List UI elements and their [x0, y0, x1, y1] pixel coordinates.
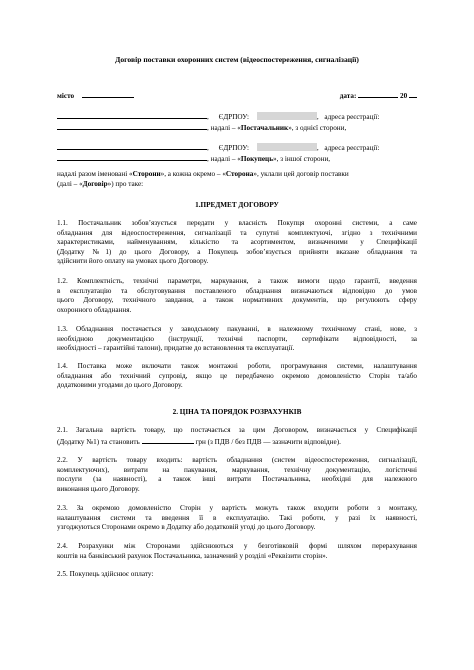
intro-text-1: надалі разом іменовані « — [57, 170, 133, 178]
intro-sides: Сторони — [132, 170, 161, 178]
buyer-role: Покупець — [240, 155, 273, 163]
paragraph-line: (Додатку №1) до цього Договору, а Покупець зобов’язується прийняти вказане обладнання та — [57, 247, 417, 256]
paragraph-2-2 — [57, 456, 417, 494]
buyer-text-a: , надалі – « — [207, 155, 241, 163]
buyer-text-b: », з іншої сторони, — [273, 155, 331, 163]
paragraph-1-3 — [57, 325, 417, 354]
intro-text-4: (далі – « — [57, 180, 83, 188]
paragraph-line: 2.4. Розрахунки між Сторонами здійснюються у безготівковій формі шляхом перерахування — [57, 542, 417, 550]
paragraph-line: 2.5. Покупець здійснює оплату: — [57, 570, 154, 578]
paragraph-line: додатковими угодами до цього Договору. — [57, 381, 183, 390]
paragraph-line: обладнання для відеоспостереження, сигналізації та супутні комплектуючі, згідно з технічними — [57, 228, 417, 237]
paragraph-line: 2.1. Загальна вартість товару, що постачається за цим Договором, визначається у Специфікації — [57, 426, 417, 434]
paragraph-2-5 — [57, 570, 417, 580]
price-text-1: (Додатку №1) та становить — [57, 437, 140, 446]
paragraph-line: 1.4. Поставка може включати також монтажні роботи, програмування системи, налаштування — [57, 362, 417, 370]
date-blank[interactable] — [358, 90, 398, 98]
supplier-role: Постачальник — [240, 124, 289, 132]
price-text-2: грн (з ПДВ / без ПДВ — зазначити відповідне). — [195, 437, 341, 446]
paragraph-line: в експлуатацію та обслуговування поставленого обладнання визначаються відповідно до умов — [57, 286, 417, 295]
date-group — [340, 90, 417, 102]
supplier-line-1: , ЄДРПОУ: , адреса реєстрації: — [57, 111, 417, 123]
paragraph-line: 2.2. У вартість товару входить: вартість обладнання (систем відеоспостереження, сигналізації, — [57, 456, 417, 464]
supplier-address-blank[interactable] — [57, 122, 207, 130]
supplier-edrpou-label: ЄДРПОУ: — [218, 113, 250, 121]
paragraph-line: виконання цього Договору. — [57, 484, 140, 493]
paragraph-line: 1.3. Обладнання постачається у заводському пакуванні, в належному технічному стані, нове, з — [57, 325, 417, 333]
supplier-text-a: , надалі – « — [207, 124, 241, 132]
date-year: 20 — [400, 92, 408, 100]
paragraph-line: охоронного обладнання. — [57, 305, 132, 314]
buyer-edrpou-field[interactable] — [257, 143, 317, 151]
supplier-address-label: адреса реєстрації: — [324, 113, 380, 121]
paragraph-line: 1.1. Постачальник зобов’язується передати у власність Покупця охоронні системи, а саме — [57, 219, 417, 227]
supplier-text-b: », з однієї сторони, — [288, 124, 347, 132]
section-2-heading: 2. ЦІНА ТА ПОРЯДОК РОЗРАХУНКІВ — [172, 408, 302, 416]
paragraph-line: узгоджуються Сторонами окремо в Додатку або додатковій угоді до цього Договору. — [57, 523, 316, 532]
buyer-address-label: адреса реєстрації: — [324, 144, 380, 152]
paragraph-2-3 — [57, 504, 417, 533]
paragraph-2-1 — [57, 426, 417, 447]
city-blank[interactable] — [82, 90, 134, 98]
supplier-line-2 — [57, 122, 417, 134]
buyer-edrpou-label: ЄДРПОУ: — [218, 144, 250, 152]
buyer-address-blank[interactable] — [57, 153, 207, 161]
paragraph-line: необхідності – гарантійні талони), придатне до встановлення та експлуатації. — [57, 344, 295, 353]
paragraph-1-4 — [57, 362, 417, 391]
paragraph-line: коштів на банківський рахунок Постачальника, зазначений у розділі «Реквізити сторін». — [57, 551, 328, 560]
paragraph-line: здійснити його оплату на умовах цього Договору. — [57, 257, 209, 266]
paragraph-line: комплектуючих), витрати на пакування, маркування, технічну документацію, логістичні — [57, 465, 417, 474]
paragraph-line: обладнання або технічний супровід, якщо це передбачено окремою домовленістю Сторін та/або — [57, 371, 417, 380]
intro-line-1 — [57, 170, 417, 180]
paragraph-line: налаштування системи та введення її в експлуатацію. Такі роботи, у разі їх наявності, — [57, 513, 417, 522]
paragraph-line — [57, 436, 417, 448]
paragraph-line: характеристиками, найменуванням, кількістю та асортиментом, визначеними у Специфікації — [57, 238, 417, 247]
section-1-heading: 1.ПРЕДМЕТ ДОГОВОРУ — [195, 201, 279, 209]
supplier-edrpou-field[interactable] — [257, 112, 317, 120]
paragraph-1-1 — [57, 219, 417, 267]
supplier-name-blank[interactable] — [57, 111, 207, 119]
buyer-line-2 — [57, 153, 417, 165]
buyer-line-1: , ЄДРПОУ: , адреса реєстрації: — [57, 142, 417, 154]
intro-side: Сторона — [225, 170, 254, 178]
paragraph-line: цього Договору, технічного завдання, а також нормативних документів, що регулюють сферу — [57, 296, 417, 305]
city-label: місто — [57, 92, 75, 100]
intro-text-3: », уклали цей договір поставки — [253, 170, 349, 178]
intro-text-2: », а кожна окремо – « — [160, 170, 226, 178]
paragraph-line: 2.3. За окремою домовленістю Сторін у вартість можуть також входити роботи з монтажу, — [57, 504, 417, 512]
paragraph-line: необхідною документацією (інструкції, технічні паспорти, сертифікати відповідності, за — [57, 334, 417, 343]
paragraph-2-4 — [57, 542, 417, 561]
year-blank[interactable] — [409, 90, 417, 98]
buyer-name-blank[interactable] — [57, 142, 207, 150]
document-title: Договір поставки охоронних систем (відеоспостереження, сигналізації) — [115, 55, 359, 64]
paragraph-line: послуги (за наявності), а також інші витрати Постачальника, необхідні для належного — [57, 475, 417, 484]
intro-dogovir: Договір — [82, 180, 108, 188]
paragraph-line: 1.2. Комплектність, технічні параметри, маркування, а також вимоги щодо гарантії, введення — [57, 277, 417, 285]
price-blank[interactable] — [142, 436, 194, 444]
date-label: дата: — [339, 92, 357, 100]
paragraph-1-2 — [57, 277, 417, 315]
intro-text-5: ») про таке: — [107, 180, 144, 188]
intro-line-2 — [57, 180, 417, 190]
